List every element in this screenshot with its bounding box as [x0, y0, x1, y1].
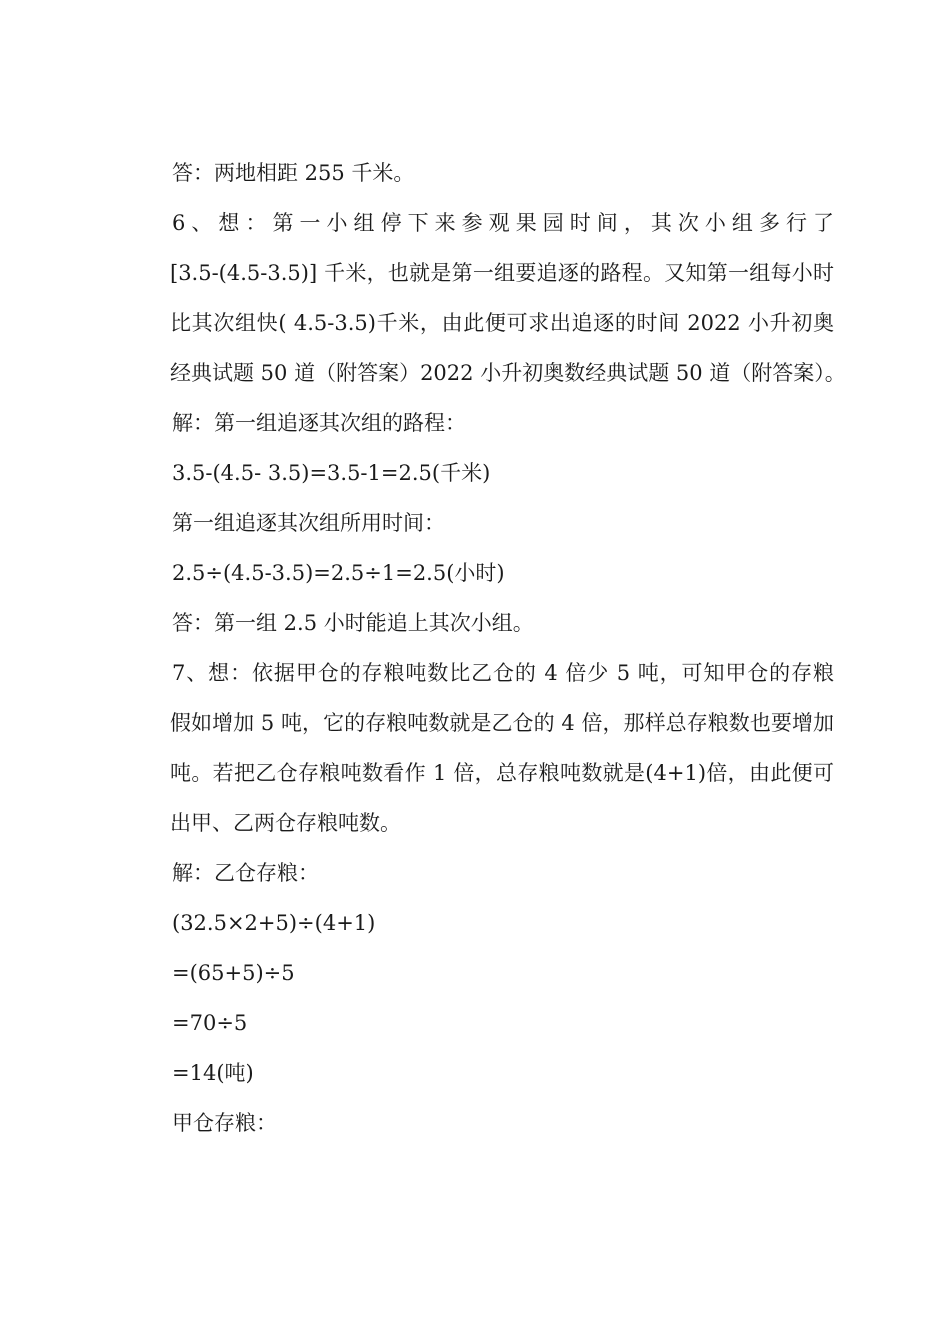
problem-6-equation-2: 2.5÷(4.5-3.5)=2.5÷1=2.5(小时)	[172, 561, 505, 585]
problem-7-equation-4: =14(吨)	[172, 1061, 254, 1085]
problem-6-equation-1: 3.5-(4.5- 3.5)=3.5-1=2.5(千米)	[172, 461, 491, 485]
problem-7-thought-line-2: 假如增加 5 吨，它的存粮吨数就是乙仓的 4 倍，那样总存粮数也要增加	[170, 711, 834, 735]
problem-6-time-heading: 第一组追逐其次组所用时间：	[172, 511, 445, 535]
problem-6-thought-line-4: 经典试题 50 道（附答案）2022 小升初奥数经典试题 50 道（附答案）。	[170, 361, 846, 385]
problem-7-thought-line-4: 出甲、乙两仓存粮吨数。	[170, 811, 401, 835]
answer-line-distance: 答：两地相距 255 千米。	[172, 161, 415, 185]
problem-6-answer: 答：第一组 2.5 小时能追上其次小组。	[172, 611, 534, 635]
problem-7-equation-3: =70÷5	[172, 1011, 248, 1035]
problem-7-thought-line-3: 吨。若把乙仓存粮吨数看作 1 倍，总存粮吨数就是(4+1)倍，由此便可	[170, 761, 834, 785]
problem-6-thought-line-2: [3.5-(4.5-3.5)] 千米，也就是第一组要追逐的路程。又知第一组每小时	[170, 261, 834, 285]
problem-7-thought-line-1: 7、想：依据甲仓的存粮吨数比乙仓的 4 倍少 5 吨，可知甲仓的存粮	[172, 661, 834, 685]
problem-7-granary-a-heading: 甲仓存粮：	[172, 1111, 277, 1135]
problem-7-equation-1: (32.5×2+5)÷(4+1)	[172, 911, 376, 935]
problem-7-equation-2: =(65+5)÷5	[172, 961, 295, 985]
problem-6-thought-line-1: 6、想：第一小组停下来参观果园时间，其次小组多行了	[172, 211, 834, 235]
problem-7-solution-heading: 解：乙仓存粮：	[172, 861, 319, 885]
problem-6-thought-line-3: 比其次组快( 4.5-3.5)千米，由此便可求出追逐的时间 2022 小升初奥	[170, 311, 834, 335]
problem-6-solution-heading: 解：第一组追逐其次组的路程：	[172, 411, 466, 435]
